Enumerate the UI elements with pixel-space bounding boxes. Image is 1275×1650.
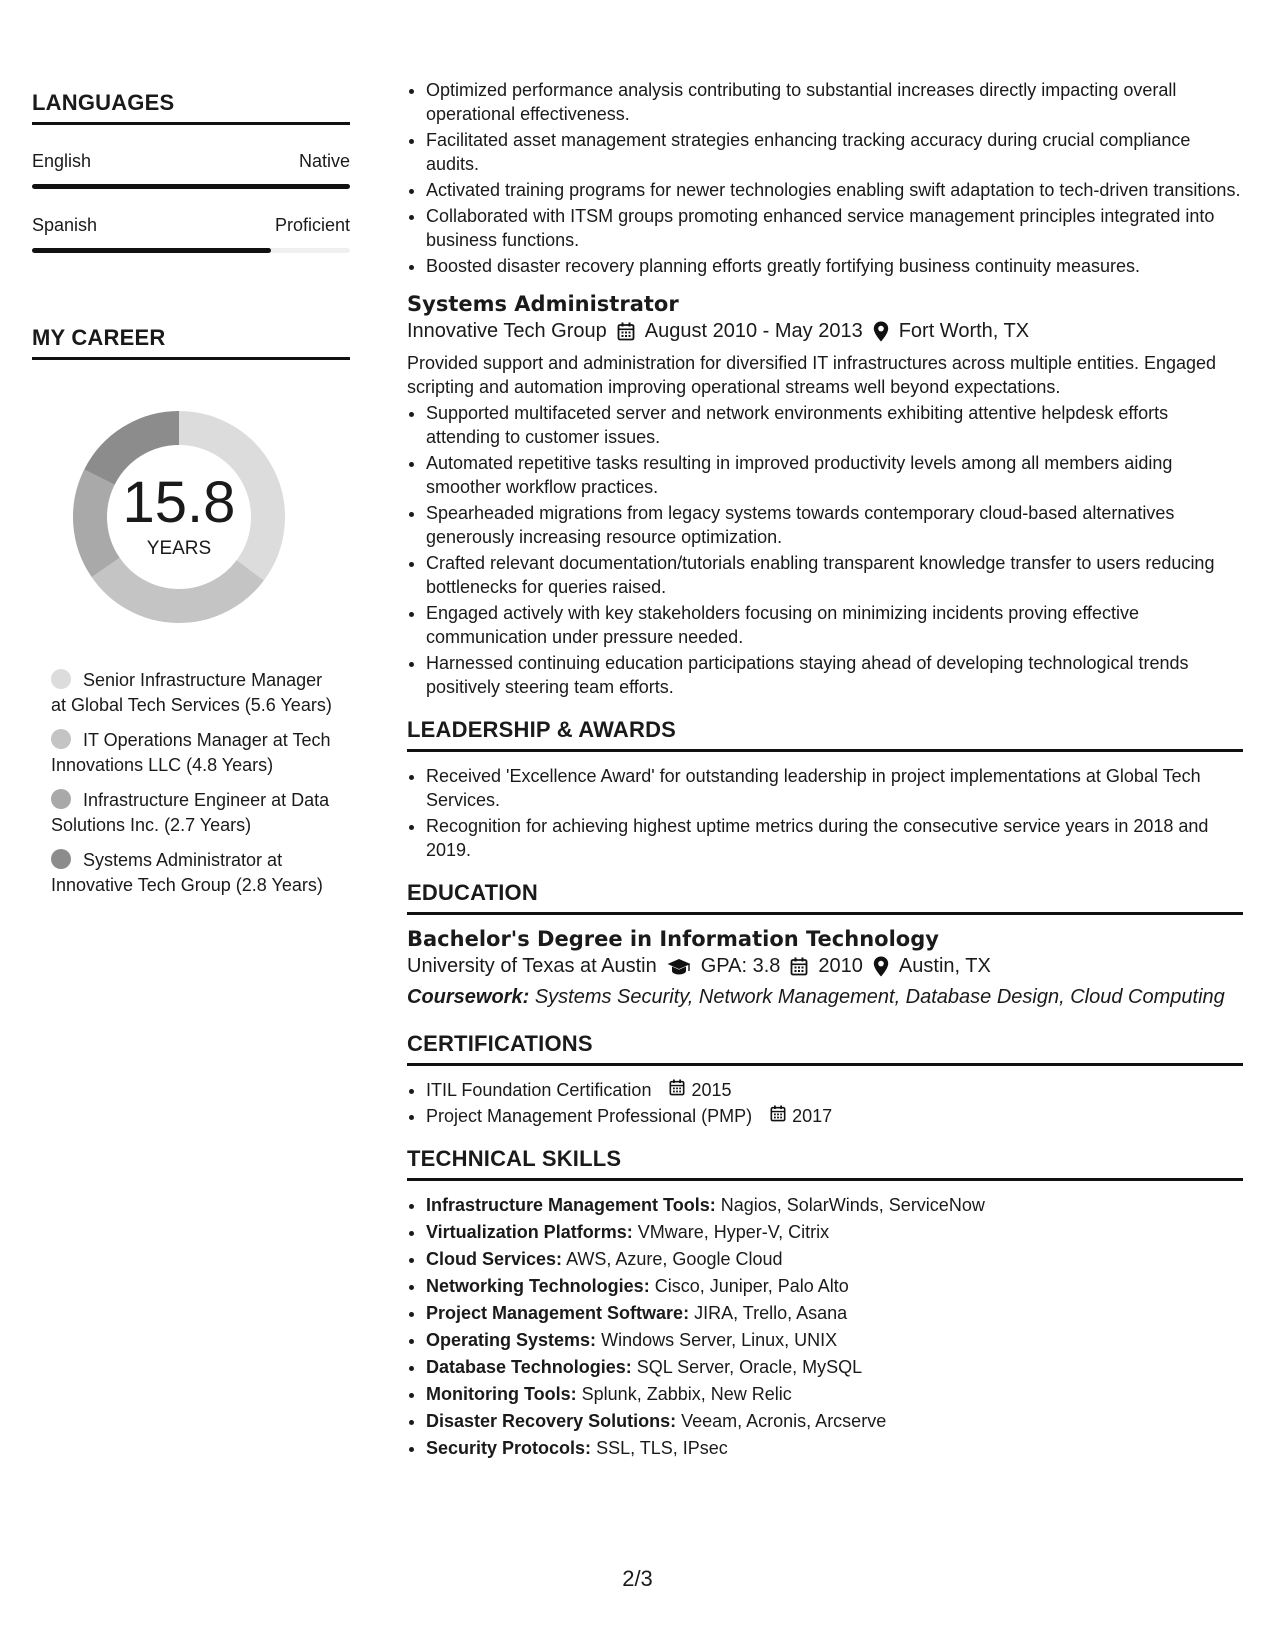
skill-value: Windows Server, Linux, UNIX <box>601 1330 838 1350</box>
list-item: • Activated training programs for newer technologies enabling swift adaptation to tech-driven transitions. <box>426 178 1243 202</box>
list-item: • Automated repetitive tasks resulting in improved productivity levels among all members aiding smoother workflow practices. <box>426 451 1243 499</box>
job-meta <box>407 320 1243 343</box>
list-item: • Boosted disaster recovery planning efforts greatly fortifying business continuity measures. <box>426 254 1243 278</box>
skill-label: Virtualization Platforms: <box>426 1222 633 1242</box>
legend-label: Infrastructure Engineer at Data Solutions Inc. (2.7 Years) <box>51 790 330 835</box>
section-rule <box>407 749 1243 752</box>
certification-name: • Project Management Professional (PMP) <box>426 1106 753 1126</box>
language-bar-fill <box>32 248 271 253</box>
legend-label: Senior Infrastructure Manager at Global Tech Services (5.6 Years) <box>51 670 332 715</box>
language-level: Native <box>298 151 350 171</box>
graduation-cap-icon <box>667 958 691 976</box>
list-item <box>426 1220 1243 1245</box>
school-name: University of Texas at Austin <box>407 955 657 977</box>
legend-dot <box>51 789 71 809</box>
list-item <box>426 1382 1243 1407</box>
job-entry <box>407 292 1243 699</box>
legend-dot <box>51 669 71 689</box>
language-item <box>32 215 350 253</box>
coursework-list: Systems Security, Network Management, Database Design, Cloud Computing <box>534 986 1225 1008</box>
page-number: 2/3 <box>622 1566 653 1591</box>
map-pin-icon <box>873 321 889 342</box>
legend-item <box>51 788 341 838</box>
career-section <box>32 325 350 898</box>
career-legend <box>51 668 341 898</box>
list-item <box>426 1301 1243 1326</box>
skills-title: TECHNICAL SKILLS <box>407 1146 622 1171</box>
left-column <box>32 90 350 908</box>
list-item: • Crafted relevant documentation/tutorials enabling transparent knowledge transfer to users reducing bottlenecks for queries raised. <box>426 551 1243 599</box>
language-level: Proficient <box>274 215 350 235</box>
career-donut-chart <box>64 402 294 632</box>
coursework-label: Coursework: <box>407 986 530 1008</box>
gpa: GPA: 3.8 <box>700 955 781 977</box>
skill-value: AWS, Azure, Google Cloud <box>566 1249 783 1269</box>
legend-dot <box>51 849 71 869</box>
list-item: • Facilitated asset management strategies enhancing tracking accuracy during crucial compliance audits. <box>426 128 1243 176</box>
list-item <box>426 1328 1243 1353</box>
leadership-title: LEADERSHIP & AWARDS <box>407 717 677 742</box>
languages-title: LANGUAGES <box>32 90 175 115</box>
legend-item <box>51 848 341 898</box>
skill-label: Security Protocols: <box>426 1438 592 1458</box>
certification-name: • ITIL Foundation Certification <box>426 1080 652 1100</box>
legend-dot <box>51 729 71 749</box>
list-item: • Received 'Excellence Award' for outstanding leadership in project implementations at Global Tech Services. <box>426 764 1243 812</box>
certification-year: 2015 <box>691 1080 732 1100</box>
calendar-icon <box>617 322 635 341</box>
skill-label: Cloud Services: <box>426 1249 563 1269</box>
list-item <box>426 1274 1243 1299</box>
job-bullets <box>407 401 1243 699</box>
certifications-title: CERTIFICATIONS <box>407 1031 593 1056</box>
list-item: • Supported multifaceted server and network environments exhibiting attentive helpdesk efforts attending to customer issues. <box>426 401 1243 449</box>
skill-label: Infrastructure Management Tools: <box>426 1195 716 1215</box>
education-meta <box>407 955 1243 978</box>
career-title: MY CAREER <box>32 325 166 350</box>
graduation-year: 2010 <box>818 955 863 977</box>
legend-label: Systems Administrator at Innovative Tech Group (2.8 Years) <box>51 850 323 895</box>
list-item: • Optimized performance analysis contributing to substantial increases directly impacting overall operational effectiveness. <box>426 78 1243 126</box>
list-item: • Recognition for achieving highest uptime metrics during the consecutive service years in 2018 and 2019. <box>426 814 1243 862</box>
certification-year: 2017 <box>792 1106 833 1126</box>
skill-value: SQL Server, Oracle, MySQL <box>636 1357 863 1377</box>
skills-section <box>407 1146 1243 1461</box>
right-column <box>407 78 1243 1463</box>
language-bar <box>32 248 350 253</box>
calendar-icon <box>770 1104 786 1128</box>
calendar-icon <box>790 957 808 976</box>
skill-value: VMware, Hyper-V, Citrix <box>637 1222 830 1242</box>
skill-label: Project Management Software: <box>426 1303 690 1323</box>
list-item <box>426 1247 1243 1272</box>
certifications-section <box>407 1031 1243 1128</box>
job-company: Innovative Tech Group <box>407 320 607 342</box>
legend-item <box>51 728 341 778</box>
list-item <box>426 1078 1243 1102</box>
list-item <box>426 1193 1243 1218</box>
list-item <box>426 1409 1243 1434</box>
section-rule <box>32 122 350 125</box>
skill-label: Operating Systems: <box>426 1330 597 1350</box>
skill-value: JIRA, Trello, Asana <box>694 1303 848 1323</box>
language-name: Spanish <box>32 215 98 235</box>
job-location: Fort Worth, TX <box>898 320 1030 342</box>
degree-title: Bachelor's Degree in Information Technology <box>407 927 939 951</box>
education-section <box>407 880 1243 1009</box>
section-rule <box>32 357 350 360</box>
skill-value: Veeam, Acronis, Arcserve <box>681 1411 887 1431</box>
language-bar <box>32 184 350 189</box>
section-rule <box>407 1178 1243 1181</box>
language-item <box>32 151 350 189</box>
list-item: • Harnessed continuing education participations staying ahead of developing technological trends positively steering team efforts. <box>426 651 1243 699</box>
list-item: • Collaborated with ITSM groups promoting enhanced service management principles integrated into business functions. <box>426 204 1243 252</box>
list-item <box>426 1355 1243 1380</box>
skill-value: Splunk, Zabbix, New Relic <box>581 1384 792 1404</box>
skill-label: Database Technologies: <box>426 1357 632 1377</box>
section-rule <box>407 912 1243 915</box>
leadership-section <box>407 717 1243 862</box>
language-bar-fill <box>32 184 350 189</box>
list-item <box>426 1436 1243 1461</box>
calendar-icon <box>669 1078 685 1102</box>
career-total-value: 15.8 <box>122 470 236 535</box>
skill-value: Cisco, Juniper, Palo Alto <box>654 1276 849 1296</box>
job-description: Provided support and administration for diversified IT infrastructures across multiple entities. Engaged scripting and automation improving operational streams well beyond expectations. <box>407 353 1217 397</box>
map-pin-icon <box>873 956 889 977</box>
skill-value: Nagios, SolarWinds, ServiceNow <box>720 1195 985 1215</box>
skill-label: Disaster Recovery Solutions: <box>426 1411 677 1431</box>
skill-value: SSL, TLS, IPsec <box>596 1438 728 1458</box>
list-item <box>426 1104 1243 1128</box>
section-rule <box>407 1063 1243 1066</box>
legend-label: IT Operations Manager at Tech Innovations LLC (4.8 Years) <box>51 730 331 775</box>
skill-label: Monitoring Tools: <box>426 1384 577 1404</box>
list-item: • Engaged actively with key stakeholders focusing on minimizing incidents proving effective communication under pressure needed. <box>426 601 1243 649</box>
list-item: • Spearheaded migrations from legacy systems towards contemporary cloud-based alternatives generously increasing resource optimization. <box>426 501 1243 549</box>
job-dates: August 2010 - May 2013 <box>644 320 863 342</box>
legend-item <box>51 668 341 718</box>
previous-job-bullets <box>407 78 1243 278</box>
career-total-unit: YEARS <box>146 538 212 559</box>
skill-label: Networking Technologies: <box>426 1276 650 1296</box>
language-name: English <box>32 151 92 171</box>
coursework <box>407 986 1243 1009</box>
education-title: EDUCATION <box>407 880 538 905</box>
education-location: Austin, TX <box>898 955 991 977</box>
job-title: Systems Administrator <box>407 292 679 316</box>
